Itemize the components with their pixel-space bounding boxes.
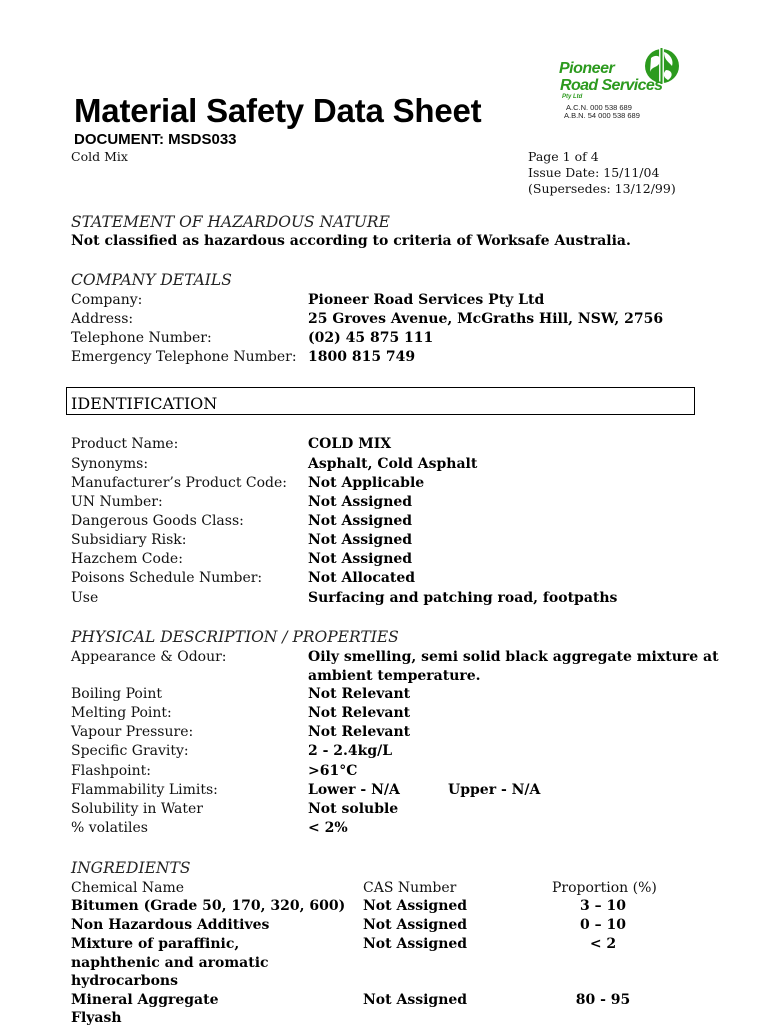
logo-name-line3: Pty Ltd: [562, 94, 583, 100]
company-logo: [556, 44, 686, 124]
dangerous-goods-label: Dangerous Goods Class:: [71, 513, 244, 529]
dangerous-goods-value: Not Assigned: [308, 513, 413, 529]
subsidiary-risk-value: Not Assigned: [308, 532, 413, 548]
flashpoint-label: Flashpoint:: [71, 763, 151, 779]
column-header-proportion: Proportion (%): [552, 880, 657, 896]
ingredients-heading: INGREDIENTS: [71, 859, 191, 877]
hazchem-code-label: Hazchem Code:: [71, 551, 183, 567]
synonyms-label: Synonyms:: [71, 456, 149, 472]
cas-number: Not Assigned: [363, 992, 468, 1008]
chemical-name: Non Hazardous Additives: [71, 917, 270, 933]
logo-name-line2: Road Services: [560, 77, 663, 94]
issue-date: Issue Date: 15/11/04: [528, 165, 660, 180]
subsidiary-risk-label: Subsidiary Risk:: [71, 532, 187, 548]
telephone-value: (02) 45 875 111: [308, 330, 434, 346]
use-label: Use: [71, 590, 99, 606]
telephone-label: Telephone Number:: [71, 330, 212, 346]
specific-gravity-label: Specific Gravity:: [71, 743, 189, 759]
proportion: 3 – 10: [580, 898, 626, 914]
flashpoint-value: >61°C: [308, 763, 358, 779]
physical-heading: PHYSICAL DESCRIPTION / PROPERTIES: [71, 628, 399, 646]
product-code-label: Manufacturer’s Product Code:: [71, 475, 288, 491]
melting-point-label: Melting Point:: [71, 705, 172, 721]
flammability-upper-value: Upper - N/A: [448, 782, 541, 798]
logo-acn: A.C.N. 000 538 689: [566, 103, 632, 112]
solubility-value: Not soluble: [308, 801, 399, 817]
boiling-point-label: Boiling Point: [71, 686, 162, 702]
proportion: < 2: [589, 936, 617, 952]
logo-name-line1: Pioneer: [559, 60, 615, 77]
volatiles-value: < 2%: [308, 820, 348, 836]
boiling-point-value: Not Relevant: [308, 686, 411, 702]
flammability-label: Flammability Limits:: [71, 782, 218, 798]
appearance-label: Appearance & Odour:: [71, 649, 227, 665]
chemical-name: Mineral Aggregate: [71, 992, 219, 1008]
identification-heading: IDENTIFICATION: [71, 394, 218, 413]
flammability-lower-value: Lower - N/A: [308, 782, 400, 798]
logo-abn: A.B.N. 54 000 538 689: [564, 111, 640, 120]
poisons-schedule-label: Poisons Schedule Number:: [71, 570, 263, 586]
column-header-cas-number: CAS Number: [363, 880, 457, 896]
chemical-name: hydrocarbons: [71, 973, 178, 989]
volatiles-label: % volatiles: [71, 820, 148, 836]
use-value: Surfacing and patching road, footpaths: [308, 590, 618, 606]
chemical-name: naphthenic and aromatic: [71, 955, 269, 971]
product-subtitle: Cold Mix: [71, 149, 128, 164]
cas-number: Not Assigned: [363, 898, 468, 914]
supersedes-date: (Supersedes: 13/12/99): [528, 181, 676, 196]
specific-gravity-value: 2 - 2.4kg/L: [308, 743, 393, 759]
page-title: Material Safety Data Sheet: [74, 92, 482, 129]
cas-number: Not Assigned: [363, 917, 468, 933]
chemical-name: Flyash: [71, 1010, 122, 1026]
chemical-name: Bitumen (Grade 50, 170, 320, 600): [71, 898, 346, 914]
emergency-telephone-label: Emergency Telephone Number:: [71, 349, 297, 365]
chemical-name: Mixture of paraffinic,: [71, 936, 240, 952]
proportion: 0 – 10: [580, 917, 626, 933]
column-header-chemical-name: Chemical Name: [71, 880, 185, 896]
hazard-text: Not classified as hazardous according to criteria of Worksafe Australia.: [71, 233, 631, 249]
company-label: Company:: [71, 292, 143, 308]
synonyms-value: Asphalt, Cold Asphalt: [308, 456, 478, 472]
appearance-value-line2: ambient temperature.: [308, 668, 481, 684]
cas-number: Not Assigned: [363, 936, 468, 952]
melting-point-value: Not Relevant: [308, 705, 411, 721]
proportion: 80 - 95: [575, 992, 631, 1008]
address-label: Address:: [71, 311, 134, 327]
product-name-value: COLD MIX: [308, 436, 392, 452]
address-value: 25 Groves Avenue, McGraths Hill, NSW, 2756: [308, 311, 664, 327]
document-id: DOCUMENT: MSDS033: [74, 131, 237, 148]
appearance-value-line1: Oily smelling, semi solid black aggregate mixture at: [308, 649, 719, 665]
product-name-label: Product Name:: [71, 436, 179, 452]
hazard-heading: STATEMENT OF HAZARDOUS NATURE: [71, 213, 390, 231]
hazchem-code-value: Not Assigned: [308, 551, 413, 567]
solubility-label: Solubility in Water: [71, 801, 203, 817]
vapour-pressure-value: Not Relevant: [308, 724, 411, 740]
un-number-label: UN Number:: [71, 494, 163, 510]
product-code-value: Not Applicable: [308, 475, 425, 491]
poisons-schedule-value: Not Allocated: [308, 570, 416, 586]
emergency-telephone-value: 1800 815 749: [308, 349, 416, 365]
un-number-value: Not Assigned: [308, 494, 413, 510]
vapour-pressure-label: Vapour Pressure:: [71, 724, 194, 740]
page-number: Page 1 of 4: [528, 149, 599, 164]
company-heading: COMPANY DETAILS: [71, 271, 232, 289]
company-value: Pioneer Road Services Pty Ltd: [308, 292, 545, 308]
